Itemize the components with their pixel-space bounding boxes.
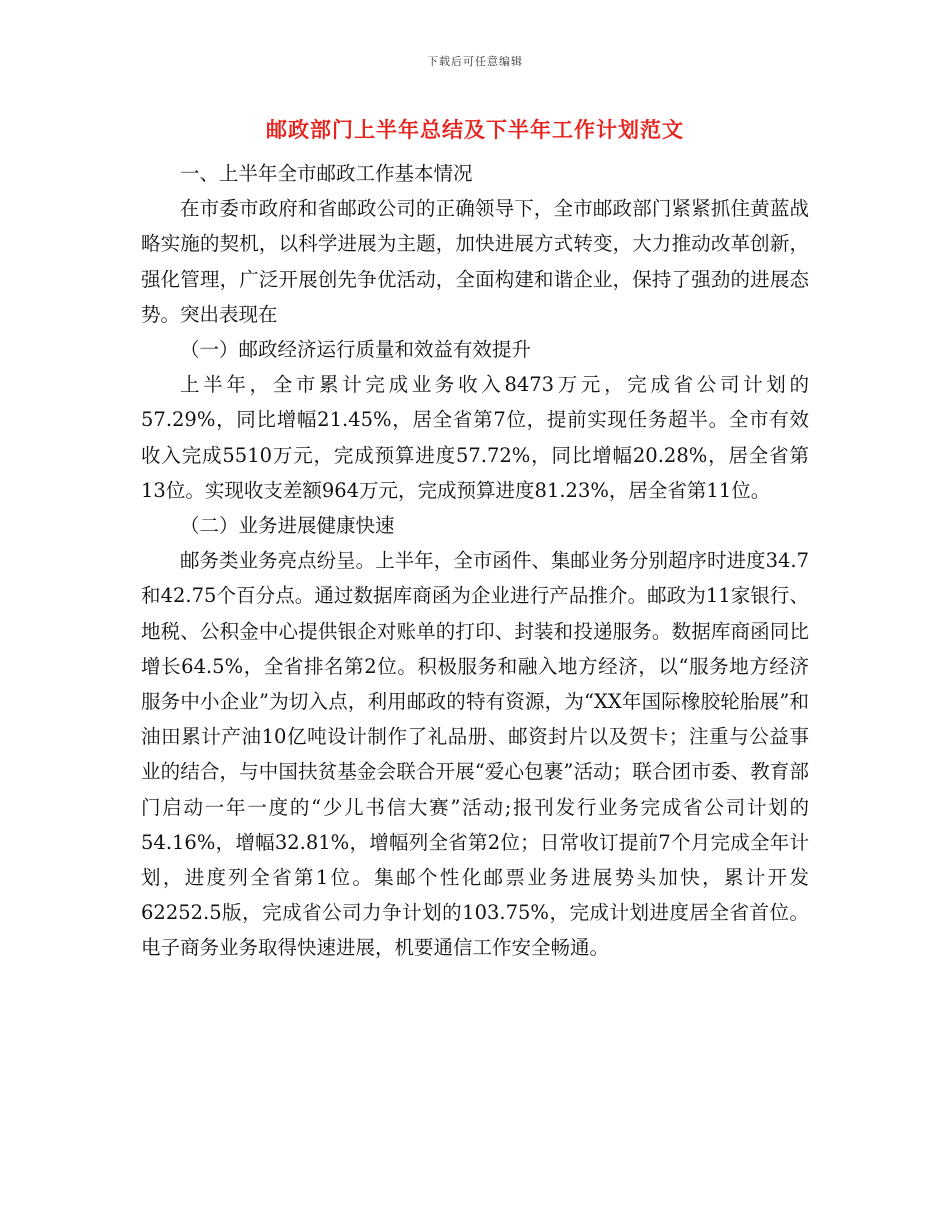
section-heading: 一、上半年全市邮政工作基本情况: [180, 162, 473, 185]
document-body: [141, 156, 809, 966]
body-paragraph: 上半年，全市累计完成业务收入8473万元，完成省公司计划的57.29%，同比增幅21.45%，居全省第7位，提前实现任务超半。全市有效收入完成5510万元，完成预算进度57.72%，同比增幅20.28%，居全省第13位。实现收支差额964万元，完成预算进度81.23%，居全省第11位。: [141, 373, 809, 502]
document-title: 邮政部门上半年总结及下半年工作计划范文: [266, 117, 684, 142]
body-paragraph: 在市委市政府和省邮政公司的正确领导下，全市邮政部门紧紧抓住黄蓝战略实施的契机，以科学进展为主题，加快进展方式转变，大力推动改革创新，强化管理，广泛开展创先争优活动，全面构建和谐企业，保持了强劲的进展态势。突出表现在: [141, 197, 809, 326]
body-paragraph: 邮务类业务亮点纷呈。上半年，全市函件、集邮业务分别超序时进度34.7和42.75个百分点。通过数据库商函为企业进行产品推介。邮政为11家银行、地税、公积金中心提供银企对账单的打印、封装和投递服务。数据库商函同比增长64.5%，全省排名第2位。积极服务和融入地方经济，以“服务地方经济服务中小企业”为切入点，利用邮政的特有资源，为“XX年国际橡胶轮胎展”和油田累计产油10亿吨设计制作了礼品册、邮资封片以及贺卡；注重与公益事业的结合，与中国扶贫基金会联合开展“爱心包裹”活动；联合团市委、教育部门启动一年一度的“少儿书信大赛”活动;报刊发行业务完成省公司计划的54.16%，增幅32.81%，增幅列全省第2位；日常收订提前7个月完成全年计划，进度列全省第1位。集邮个性化邮票业务进展势头加快，累计开发62252.5版，完成省公司力争计划的103.75%，完成计划进度居全省首位。电子商务业务取得快速进展，机要通信工作安全畅通。: [141, 549, 809, 960]
subsection-heading: （二）业务进展健康快速: [180, 514, 395, 538]
header-note: 下载后可任意编辑: [427, 55, 523, 68]
subsection-heading: （一）邮政经济运行质量和效益有效提升: [180, 338, 532, 362]
